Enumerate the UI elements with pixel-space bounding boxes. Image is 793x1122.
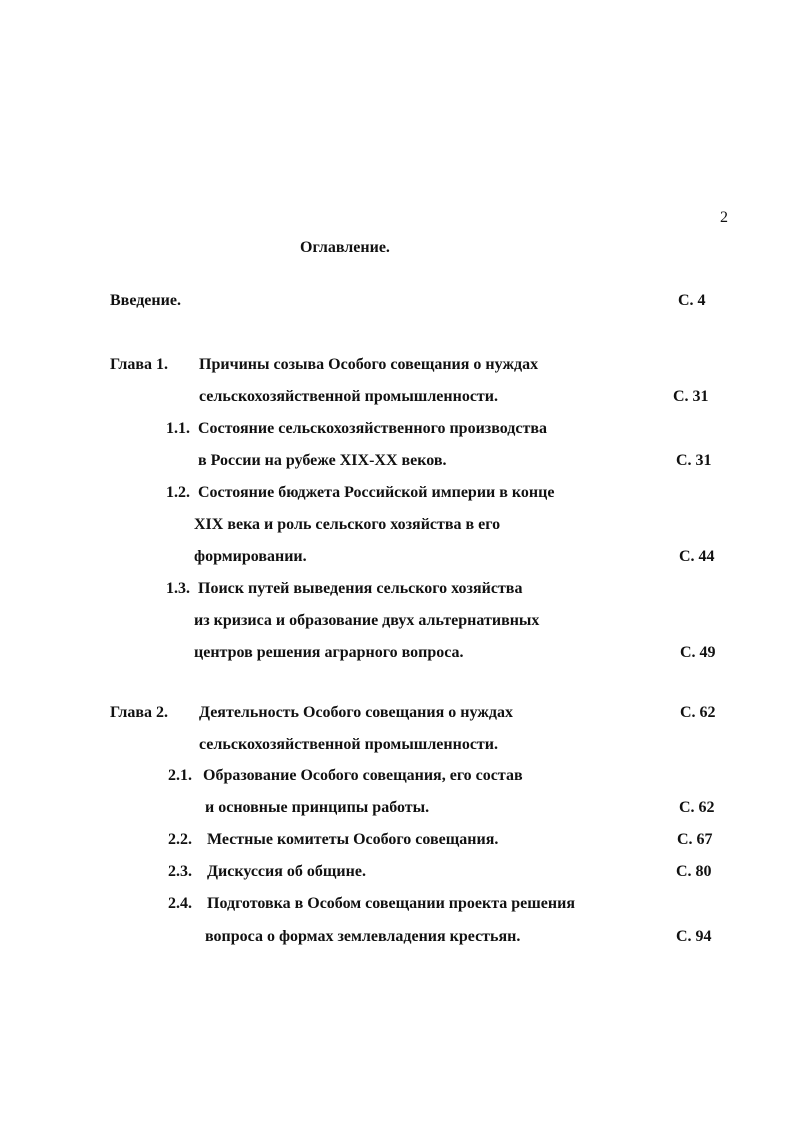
toc-page: С. 94: [676, 928, 712, 945]
toc-label: 2.2.: [168, 831, 192, 848]
toc-text: Деятельность Особого совещания о нуждах: [199, 704, 513, 721]
toc-text: Подготовка в Особом совещании проекта решения: [207, 895, 575, 912]
toc-page: С. 4: [678, 292, 706, 309]
toc-text: и основные принципы работы.: [205, 799, 430, 816]
toc-text: сельскохозяйственной промышленности.: [199, 736, 499, 753]
toc-text: Дискуссия об общине.: [207, 863, 366, 880]
toc-label: 1.1.: [166, 420, 190, 437]
toc-text: центров решения аграрного вопроса.: [194, 644, 464, 661]
toc-text: Поиск путей выведения сельского хозяйства: [198, 580, 523, 597]
toc-text: XIX века и роль сельского хозяйства в его: [194, 516, 501, 533]
toc-page: С. 31: [676, 452, 712, 469]
toc-label: 2.3.: [168, 863, 192, 880]
toc-label: 2.1.: [168, 767, 192, 784]
toc-page: С. 62: [679, 799, 715, 816]
toc-text: Образование Особого совещания, его состав: [203, 767, 523, 784]
toc-text: Состояние сельскохозяйственного производства: [198, 420, 547, 437]
toc-label: 1.3.: [166, 580, 190, 597]
toc-text: Состояние бюджета Российской империи в конце: [198, 484, 555, 501]
toc-label: 1.2.: [166, 484, 190, 501]
toc-text: из кризиса и образование двух альтернативных: [194, 612, 540, 629]
toc-label: Глава 1.: [110, 356, 168, 373]
page-title: Оглавление.: [300, 239, 390, 256]
toc-text: сельскохозяйственной промышленности.: [199, 388, 499, 405]
toc-text: Местные комитеты Особого совещания.: [207, 831, 499, 848]
page-number: 2: [720, 209, 728, 226]
toc-text: в России на рубеже XIX-XX веков.: [198, 452, 447, 469]
toc-page: С. 80: [676, 863, 712, 880]
toc-page: С. 62: [680, 704, 716, 721]
toc-label: Введение.: [110, 292, 181, 309]
toc-text: формировании.: [194, 548, 307, 565]
toc-label: 2.4.: [168, 895, 192, 912]
toc-text: вопроса о формах землевладения крестьян.: [205, 928, 521, 945]
toc-page: С. 31: [673, 388, 709, 405]
toc-page: С. 67: [677, 831, 713, 848]
toc-page: С. 44: [679, 548, 715, 565]
toc-page: С. 49: [680, 644, 716, 661]
toc-label: Глава 2.: [110, 704, 168, 721]
toc-text: Причины созыва Особого совещания о нуждах: [199, 356, 539, 373]
